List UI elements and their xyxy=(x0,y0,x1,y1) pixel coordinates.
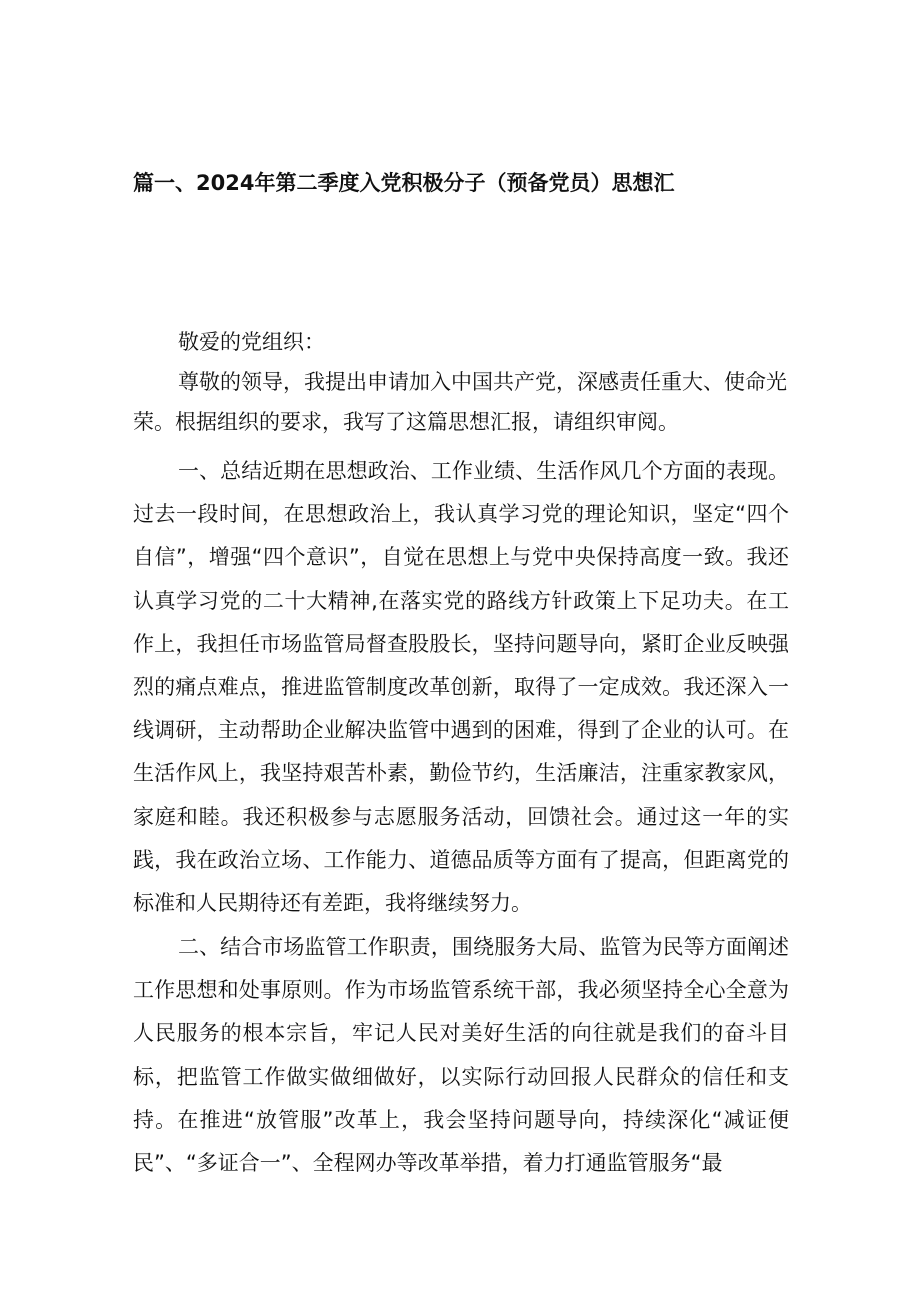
section-one-paragraph: 一、总结近期在思想政治、工作业绩、生活作风几个方面的表现。过去一段时间，在思想政治上，我认真学习党的理论知识，坚定“四个自信”，增强“四个意识”，自觉在思想上与党中央保持高度一致。我还认真学习党的二十大精神,在落实党的路线方针政策上下足功夫。在工作上，我担任市场监管局督查股股长，坚持问题导向，紧盯企业反映强烈的痛点难点，推进监管制度改革创新，取得了一定成效。我还深入一线调研，主动帮助企业解决监管中遇到的困难，得到了企业的认可。在生活作风上，我坚持艰苦朴素，勤俭节约，生活廉洁，注重家教家风，家庭和睦。我还积极参与志愿服务活动，回馈社会。通过这一年的实践，我在政治立场、工作能力、道德品质等方面有了提高，但距离党的标准和人民期待还有差距，我将继续努力。 xyxy=(133,459,789,916)
document-title: 篇一、2024年第二季度入党积极分子（预备党员）思想汇 xyxy=(133,171,675,195)
salutation: 敬爱的党组织： xyxy=(178,330,325,354)
intro-paragraph: 尊敬的领导，我提出申请加入中国共产党，深感责任重大、使命光荣。根据组织的要求，我写了这篇思想汇报，请组织审阅。 xyxy=(133,370,787,434)
section-two-paragraph: 二、结合市场监管工作职责，围绕服务大局、监管为民等方面阐述工作思想和处事原则。作为市场监管系统干部，我必须坚持全心全意为人民服务的根本宗旨，牢记人民对美好生活的向往就是我们的奋斗目标，把监管工作做实做细做好，以实际行动回报人民群众的信任和支持。在推进“放管服”改革上，我会坚持问题导向，持续深化“减证便民”、“多证合一”、全程网办等改革举措，着力打通监管服务“最 xyxy=(133,935,789,1176)
